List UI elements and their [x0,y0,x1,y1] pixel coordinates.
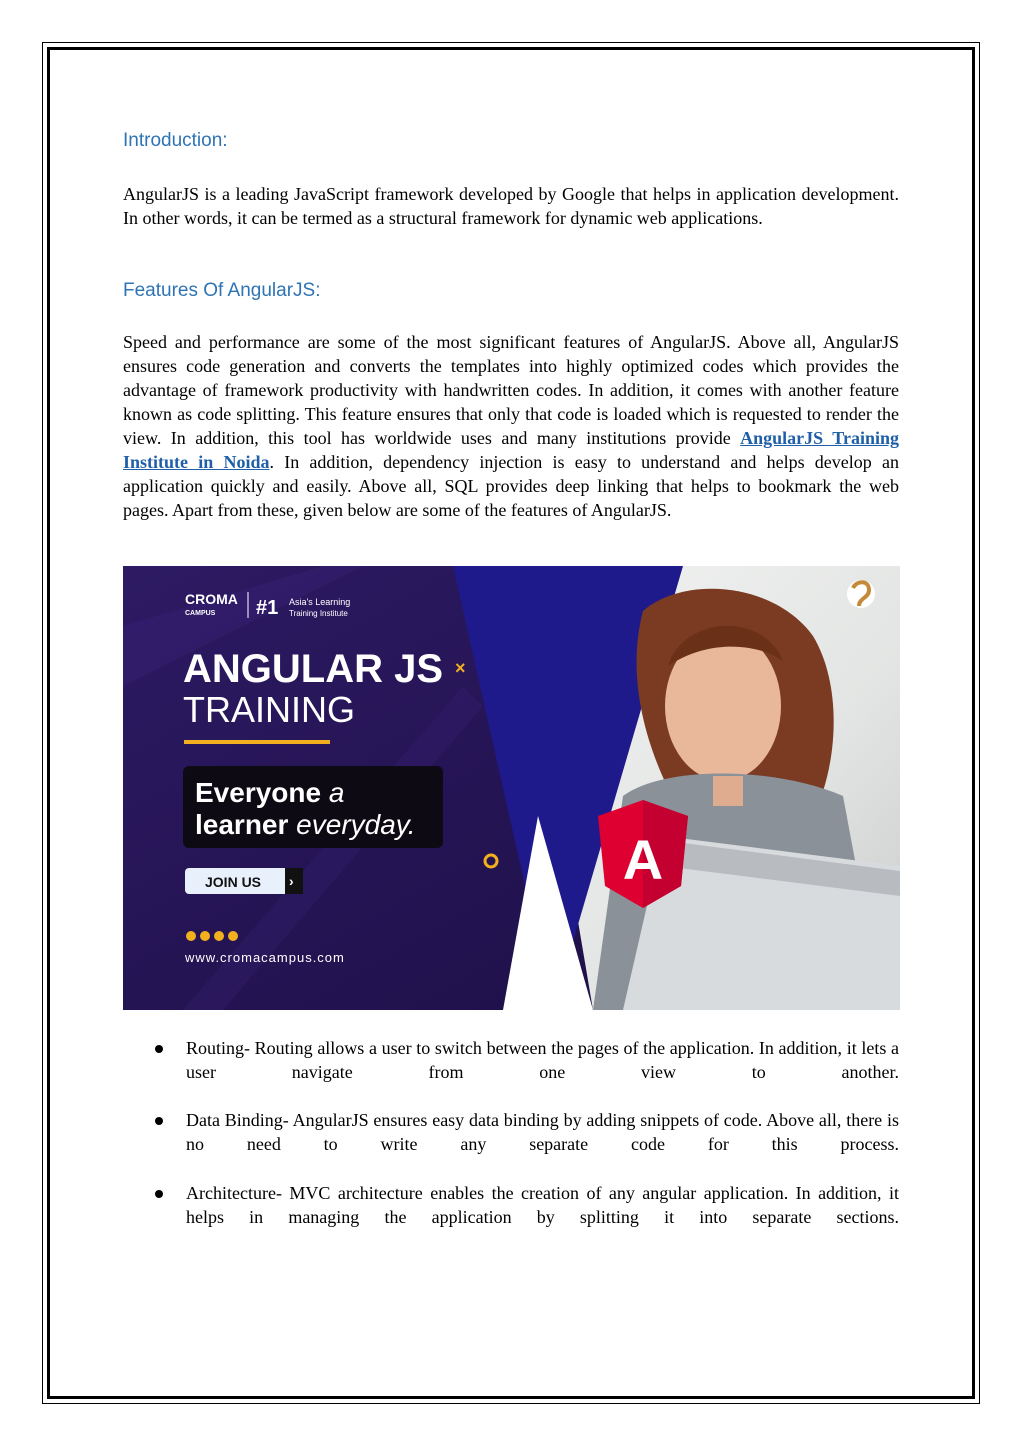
brand-name: CROMA [185,591,238,607]
tagline-line1: Everyone a [195,777,345,808]
chevron-right-icon: › [289,873,294,889]
features-heading: Features Of AngularJS: [123,280,321,301]
intro-heading: Introduction: [123,130,228,151]
bullet-architecture: Architecture- MVC architecture enables the creation of any angular application. In addition, it helps in managing the application by splitting it into separate sections. [186,1183,899,1227]
features-text-after-link: . In addition, dependency injection is easy to understand and helps develop an application quickly and easily. Above all, SQL provides deep linking that helps to bookmark the web pages. Apart from these, given below are some of the features of AngularJS. [123,452,899,520]
banner-title-line2: TRAINING [183,689,356,730]
angular-training-banner[interactable] [123,566,900,1010]
bullet-dot [155,1045,163,1053]
join-us-button[interactable] [185,868,303,894]
svg-text:JOIN US: JOIN US [205,874,262,890]
twitter-icon [200,931,210,941]
title-underline [184,740,330,744]
features-text-before-link: Speed and performance are some of the most significant features of AngularJS. Above all, AngularJS ensures code generation and converts the templates into highly optimized codes which provides the advantage of framework productivity with handwritten codes. In addition, it comes with another feature known as code splitting. This feature ensures that only that code is loaded which is requested to render the view. In addition, this tool has worldwide uses and many institutions provide [123,332,899,448]
star-icon: × [455,658,466,678]
linkedin-icon [214,931,224,941]
tagline-line2: learner everyday. [195,809,416,840]
banner-title-line1: ANGULAR JS [183,647,444,691]
features-paragraph [123,330,899,522]
intro-paragraph: AngularJS is a leading JavaScript framework developed by Google that helps in application development. In other words, it can be termed as a structural framework for dynamic web applications. [123,184,899,228]
brand-sub: CAMPUS [185,610,216,617]
instagram-icon [228,931,238,941]
bullet-dot [155,1190,163,1198]
training-institute-link[interactable]: AngularJS Training Institute in Noida [123,428,899,472]
bullet-routing: Routing- Routing allows a user to switch between the pages of the application. In addition, it lets a user navigate from one view to another. [186,1038,899,1082]
bullet-data-binding: Data Binding- AngularJS ensures easy data binding by adding snippets of code. Above all, there is no need to write any separate code for this process. [186,1110,899,1154]
rank-line1: Asia's Learning [289,597,351,607]
rank-line2: Training Institute [289,609,348,618]
banner-graphic [123,566,900,1010]
facebook-icon [186,931,196,941]
bullet-dot [155,1117,163,1125]
svg-text:A: A [622,828,664,891]
croma-mark-icon [847,580,875,608]
website-url: www.cromacampus.com [185,950,345,965]
rank-badge: #1 [256,597,279,619]
